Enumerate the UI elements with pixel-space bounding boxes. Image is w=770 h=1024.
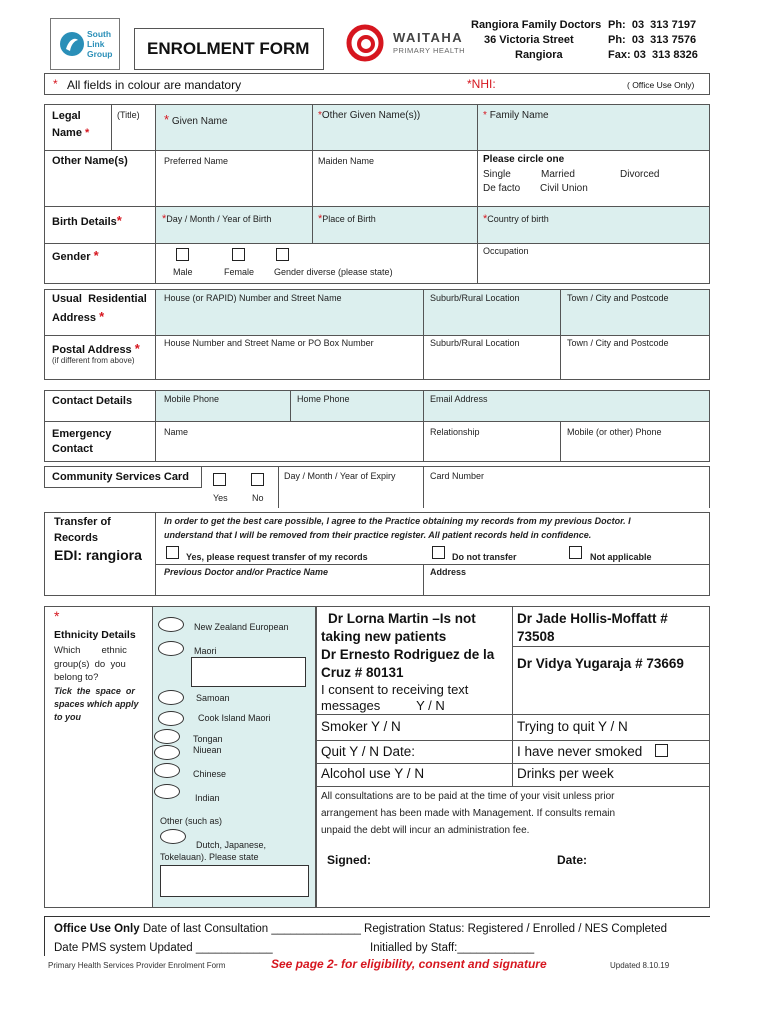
- status-married[interactable]: Married: [541, 169, 575, 180]
- doctor-ernesto-2[interactable]: Cruz # 80131: [321, 665, 404, 680]
- niuean-option[interactable]: [154, 745, 180, 760]
- transfer-label-2: Records: [54, 532, 99, 544]
- occupation-label: Occupation: [483, 246, 529, 256]
- office-use-line-1: Office Use Only Date of last Consultation ______________ Registration Status: Registered / Enrolled / NES Completed: [54, 923, 668, 935]
- pms-updated-line: Date PMS system Updated ____________: [54, 942, 273, 954]
- country-of-birth-label: *Country of birth: [483, 213, 549, 225]
- alcohol-field[interactable]: Alcohol use Y / N: [321, 766, 425, 781]
- mandatory-star: *: [53, 77, 58, 91]
- ethnicity-i1: Tick the space or: [54, 686, 135, 696]
- emergency-name-label: Name: [164, 427, 189, 437]
- ethnicity-q3: belong to?: [54, 672, 99, 683]
- not-applicable-label: Not applicable: [590, 552, 652, 562]
- csc-card-number-label: Card Number: [430, 471, 485, 481]
- mandatory-text: All fields in colour are mandatory: [67, 78, 242, 92]
- footer-center: See page 2- for eligibility, consent and signature: [271, 957, 547, 971]
- niuean-label: Niuean: [193, 745, 222, 755]
- do-not-transfer-checkbox[interactable]: [432, 546, 445, 559]
- prev-address-label: Address: [430, 567, 467, 577]
- status-divorced[interactable]: Divorced: [620, 169, 660, 180]
- dutch-label: Dutch, Japanese,: [196, 840, 267, 850]
- male-label: Male: [173, 267, 193, 277]
- tongan-option[interactable]: [154, 729, 180, 744]
- form-title: ENROLMENT FORM: [147, 39, 310, 58]
- signed-label[interactable]: Signed:: [327, 853, 371, 867]
- maori-option[interactable]: [158, 641, 184, 656]
- birth-details-label: Birth Details*: [52, 213, 122, 228]
- smoker-field[interactable]: Smoker Y / N: [321, 719, 401, 734]
- chinese-option[interactable]: [154, 763, 180, 778]
- other-given-label: *Other Given Name(s)): [318, 110, 421, 121]
- waitaha-sub: PRIMARY HEALTH: [393, 46, 466, 55]
- doctor-lorna-2[interactable]: taking new patients: [321, 629, 447, 644]
- header: [0, 0, 770, 72]
- legal-name-row[interactable]: [156, 105, 709, 150]
- transfer-consent-1: In order to get the best care possible, I agree to the Practice obtaining my records from my previous Doctor. I: [164, 516, 631, 526]
- emergency-label: Emergency: [52, 428, 112, 440]
- waitaha-logo-icon: [345, 22, 385, 64]
- home-phone-label: Home Phone: [297, 394, 350, 404]
- tokelauan-label: Tokelauan). Please state: [160, 852, 259, 862]
- transfer-label-1: Transfer of: [54, 516, 111, 528]
- status-single[interactable]: Single: [483, 169, 511, 180]
- usual-residential-label: Usual Residential: [52, 293, 147, 305]
- never-smoked-checkbox[interactable]: [655, 744, 668, 757]
- south-link-logo-icon: [59, 29, 85, 59]
- female-label: Female: [224, 267, 255, 277]
- csc-label: Community Services Card: [52, 471, 189, 483]
- office-use-note: ( Office Use Only): [627, 80, 695, 90]
- female-checkbox[interactable]: [232, 248, 245, 261]
- legal-name-label-2: Name *: [52, 127, 90, 139]
- given-name-label: * Given Name: [164, 112, 228, 127]
- gender-label: Gender *: [52, 248, 99, 263]
- address-label: Address *: [52, 309, 105, 324]
- town-label: Town / City and Postcode: [567, 293, 669, 303]
- prev-doctor-label: Previous Doctor and/or Practice Name: [164, 567, 329, 577]
- csc-yes-label: Yes: [213, 493, 228, 503]
- ethnicity-title: Ethnicity Details: [54, 629, 136, 641]
- dob-label: *Day / Month / Year of Birth: [162, 213, 272, 225]
- quit-date-field[interactable]: Quit Y / N Date:: [321, 744, 416, 759]
- practice-name: Rangiora Family Doctors: [471, 19, 602, 31]
- payment-note-3: unpaid the debt will incur an administration fee.: [321, 825, 530, 836]
- ethnicity-i2: spaces which apply: [54, 699, 139, 709]
- logo-box: [50, 18, 120, 70]
- csc-no-checkbox[interactable]: [251, 473, 264, 486]
- mobile-other-label: Mobile (or other) Phone: [567, 427, 662, 437]
- consent-text-1: I consent to receiving text: [321, 682, 469, 697]
- postal-address-label: Postal Address *: [52, 341, 140, 356]
- doctor-vidya[interactable]: Dr Vidya Yugaraja # 73669: [517, 656, 684, 671]
- waitaha-name: WAITAHA: [393, 30, 464, 45]
- csc-yes-checkbox[interactable]: [213, 473, 226, 486]
- if-different-note: (if different from above): [52, 356, 135, 365]
- family-name-label: * Family Name: [483, 110, 549, 121]
- doctor-lorna-1[interactable]: Dr Lorna Martin –Is not: [328, 611, 476, 626]
- cook-island-option[interactable]: [158, 711, 184, 726]
- edi-label: EDI: rangiora: [54, 547, 142, 563]
- practice-address-line2: Rangiora: [515, 49, 563, 61]
- maiden-name-label: Maiden Name: [318, 156, 375, 166]
- payment-note-2: arrangement has been made with Management. If consults remain: [321, 808, 616, 819]
- ethnicity-q1: Which ethnic: [54, 645, 127, 656]
- ethnicity-i3: to you: [54, 712, 81, 722]
- ethnicity-q2: group(s) do you: [54, 659, 126, 670]
- transfer-consent-2: understand that I will be removed from their practice register. All patient records held in confidence.: [164, 530, 592, 540]
- fax: Fax: 03 313 8326: [608, 49, 698, 61]
- other-label: Other (such as): [160, 816, 223, 826]
- suburb2-label: Suburb/Rural Location: [430, 338, 520, 348]
- footer-left: Primary Health Services Provider Enrolment Form: [48, 961, 226, 970]
- mobile-phone-label: Mobile Phone: [164, 394, 220, 404]
- other-option[interactable]: [160, 829, 186, 844]
- male-checkbox[interactable]: [176, 248, 189, 261]
- date-label[interactable]: Date:: [557, 853, 588, 867]
- never-smoked-label: I have never smoked: [517, 744, 643, 759]
- town2-label: Town / City and Postcode: [567, 338, 669, 348]
- status-civil-union[interactable]: Civil Union: [540, 183, 588, 194]
- trying-quit-field[interactable]: Trying to quit Y / N: [517, 719, 628, 734]
- do-not-transfer-label: Do not transfer: [452, 552, 517, 562]
- ethnicity-star: *: [54, 608, 60, 624]
- csc-expiry-label: Day / Month / Year of Expiry: [284, 471, 396, 481]
- nhi-label: *NHI:: [467, 77, 496, 91]
- nz-european-option[interactable]: [158, 617, 184, 632]
- indian-option[interactable]: [154, 784, 180, 799]
- house-po-label: House Number and Street Name or PO Box Number: [164, 338, 374, 348]
- maori-label: Maori: [194, 646, 217, 656]
- drinks-per-week-field[interactable]: Drinks per week: [517, 766, 614, 781]
- mandatory-bar: [44, 73, 710, 95]
- samoan-option[interactable]: [158, 690, 184, 705]
- initialled-line: Initialled by Staff:____________: [370, 942, 535, 954]
- preferred-name-label: Preferred Name: [164, 156, 229, 166]
- cook-island-label: Cook Island Maori: [198, 713, 271, 723]
- form-title-box: [134, 28, 324, 70]
- csc-no-label: No: [252, 493, 264, 503]
- nz-european-label: New Zealand European: [194, 622, 289, 632]
- maori-input-box[interactable]: [191, 657, 306, 687]
- logo-text: South Link Group: [87, 29, 113, 59]
- title-label: (Title): [117, 110, 140, 120]
- email-label: Email Address: [430, 394, 488, 404]
- doctor-jade-2[interactable]: 73508: [517, 629, 555, 644]
- status-de-facto[interactable]: De facto: [483, 183, 521, 194]
- other-names-label: Other Name(s): [52, 155, 128, 167]
- phone-2: Ph: 03 313 7576: [608, 34, 697, 46]
- transfer-yes-label: Yes, please request transfer of my records: [186, 552, 368, 562]
- samoan-label: Samoan: [196, 693, 230, 703]
- tongan-label: Tongan: [193, 734, 223, 744]
- please-circle-label: Please circle one: [483, 154, 565, 165]
- contact-details-label: Contact Details: [52, 395, 133, 407]
- not-applicable-checkbox[interactable]: [569, 546, 582, 559]
- legal-name-label: Legal: [52, 110, 81, 122]
- gender-diverse-label: Gender diverse (please state): [274, 267, 393, 277]
- house-number-label: House (or RAPID) Number and Street Name: [164, 293, 342, 303]
- doctor-jade-1[interactable]: Dr Jade Hollis-Moffatt #: [517, 611, 668, 626]
- place-of-birth-label: *Place of Birth: [318, 213, 376, 225]
- suburb-label: Suburb/Rural Location: [430, 293, 520, 303]
- chinese-label: Chinese: [193, 769, 227, 779]
- footer-right: Updated 8.10.19: [610, 961, 670, 970]
- payment-note-1: All consultations are to be paid at the time of your visit unless prior: [321, 791, 615, 802]
- consent-text-2[interactable]: messages Y / N: [321, 698, 445, 713]
- gender-diverse-checkbox[interactable]: [276, 248, 289, 261]
- indian-label: Indian: [195, 793, 220, 803]
- emergency-contact-label: Contact: [52, 443, 93, 455]
- relationship-label: Relationship: [430, 427, 480, 437]
- doctor-ernesto-1[interactable]: Dr Ernesto Rodriguez de la: [321, 647, 495, 662]
- transfer-yes-checkbox[interactable]: [166, 546, 179, 559]
- other-input-box[interactable]: [160, 865, 309, 897]
- phone-1: Ph: 03 313 7197: [608, 19, 697, 31]
- practice-address-line1: 36 Victoria Street: [484, 34, 574, 46]
